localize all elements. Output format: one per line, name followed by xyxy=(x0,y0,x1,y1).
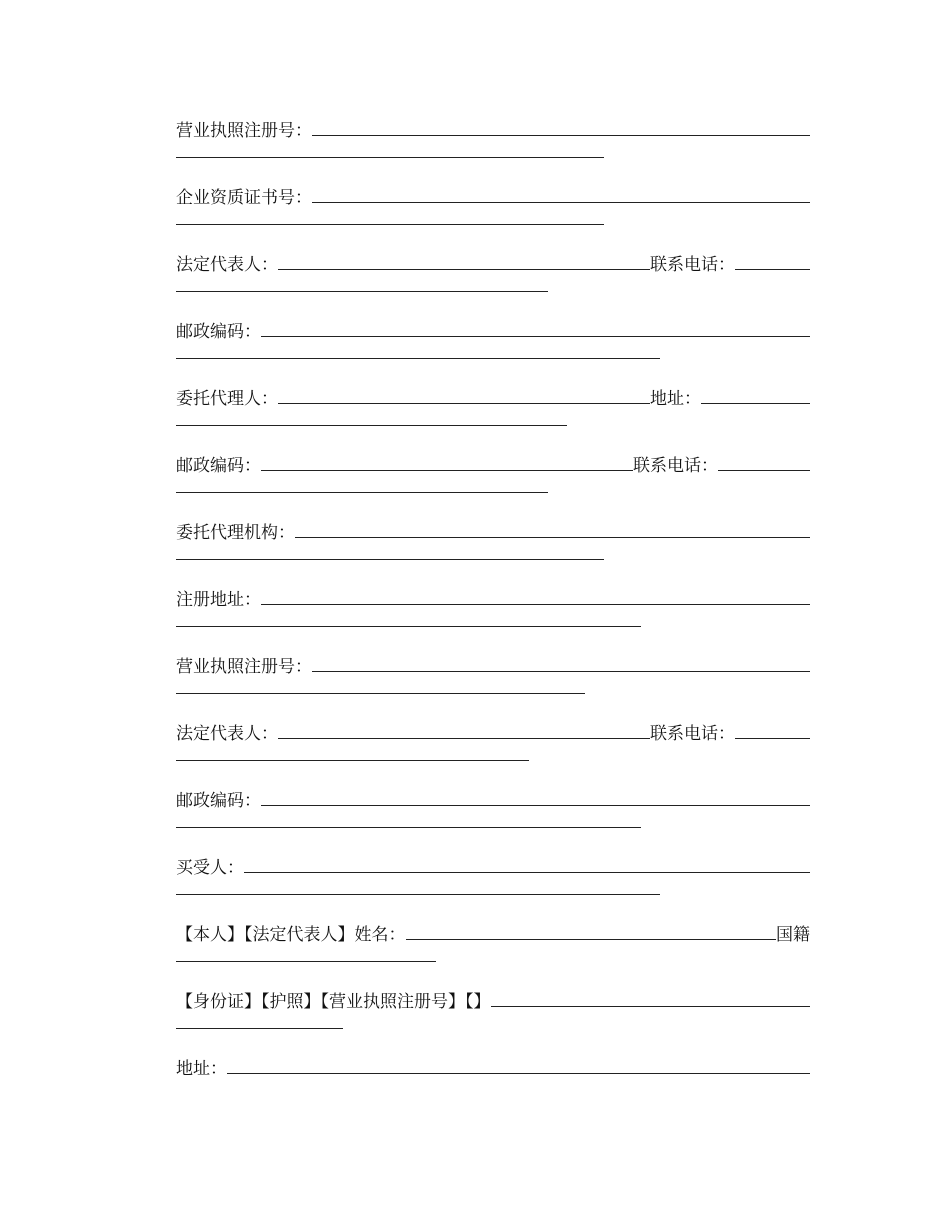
form-row-legal-representative-2 xyxy=(176,721,810,761)
fill-in-blank[interactable] xyxy=(295,536,810,538)
field-label-secondary: 地址： xyxy=(650,389,701,409)
field-label: 邮政编码： xyxy=(176,456,261,476)
field-label: 【身份证】【护照】【营业执照注册号】【】 xyxy=(176,992,491,1012)
fill-in-blank[interactable] xyxy=(312,670,810,672)
fill-in-blank-continuation[interactable] xyxy=(176,625,641,627)
form-row-postal-code xyxy=(176,319,810,359)
fill-in-blank[interactable] xyxy=(227,1072,810,1074)
field-label: 委托代理人： xyxy=(176,389,278,409)
field-label: 邮政编码： xyxy=(176,322,261,342)
fill-in-blank[interactable] xyxy=(718,469,810,471)
fill-in-blank[interactable] xyxy=(261,603,810,605)
fill-in-blank[interactable] xyxy=(312,201,810,203)
fill-in-blank-continuation[interactable] xyxy=(176,290,548,292)
form-row-postal-code-2 xyxy=(176,788,810,828)
form-row-name-nationality xyxy=(176,922,810,962)
field-label-secondary: 联系电话： xyxy=(650,255,735,275)
fill-in-blank-continuation[interactable] xyxy=(176,692,585,694)
field-label: 营业执照注册号： xyxy=(176,121,312,141)
fill-in-blank[interactable] xyxy=(491,1005,811,1007)
fill-in-blank[interactable] xyxy=(735,268,810,270)
field-label: 营业执照注册号： xyxy=(176,657,312,677)
form-row-id-type xyxy=(176,989,810,1029)
fill-in-blank-continuation[interactable] xyxy=(176,491,548,493)
field-label: 地址： xyxy=(176,1059,227,1079)
field-label: 企业资质证书号： xyxy=(176,188,312,208)
field-label: 法定代表人： xyxy=(176,724,278,744)
fill-in-blank[interactable] xyxy=(312,134,810,136)
fill-in-blank-continuation[interactable] xyxy=(176,960,436,962)
fill-in-blank-continuation[interactable] xyxy=(176,156,604,158)
fill-in-blank[interactable] xyxy=(244,871,810,873)
field-label: 委托代理机构： xyxy=(176,523,295,543)
field-label-secondary: 国籍 xyxy=(776,925,810,945)
fill-in-blank[interactable] xyxy=(261,335,810,337)
form-row-postal-code-phone xyxy=(176,453,810,493)
field-label: 【本人】【法定代表人】姓名： xyxy=(176,925,406,945)
fill-in-blank[interactable] xyxy=(278,737,650,739)
field-label: 买受人： xyxy=(176,858,244,878)
fill-in-blank-continuation[interactable] xyxy=(176,1027,343,1029)
fill-in-blank-continuation[interactable] xyxy=(176,893,660,895)
fill-in-blank[interactable] xyxy=(701,402,810,404)
field-label: 注册地址： xyxy=(176,590,261,610)
fill-in-blank[interactable] xyxy=(261,469,633,471)
form-row-buyer xyxy=(176,855,810,895)
form-row-business-license-no xyxy=(176,118,810,158)
fill-in-blank-continuation[interactable] xyxy=(176,826,641,828)
form-row-registered-address xyxy=(176,587,810,627)
form-row-address xyxy=(176,1056,810,1080)
form-row-legal-representative xyxy=(176,252,810,292)
fill-in-blank[interactable] xyxy=(735,737,810,739)
form-row-entrusted-agent xyxy=(176,386,810,426)
fill-in-blank-continuation[interactable] xyxy=(176,357,660,359)
fill-in-blank[interactable] xyxy=(278,402,650,404)
fill-in-blank-continuation[interactable] xyxy=(176,558,604,560)
fill-in-blank[interactable] xyxy=(406,938,777,940)
fill-in-blank-continuation[interactable] xyxy=(176,759,529,761)
fill-in-blank-continuation[interactable] xyxy=(176,424,567,426)
field-label: 邮政编码： xyxy=(176,791,261,811)
form-row-qualification-cert-no xyxy=(176,185,810,225)
field-label-secondary: 联系电话： xyxy=(633,456,718,476)
field-label: 法定代表人： xyxy=(176,255,278,275)
form-row-business-license-no-2 xyxy=(176,654,810,694)
fill-in-blank[interactable] xyxy=(261,804,810,806)
field-label-secondary: 联系电话： xyxy=(650,724,735,744)
form-row-agency xyxy=(176,520,810,560)
fill-in-blank-continuation[interactable] xyxy=(176,223,604,225)
fill-in-blank[interactable] xyxy=(278,268,650,270)
